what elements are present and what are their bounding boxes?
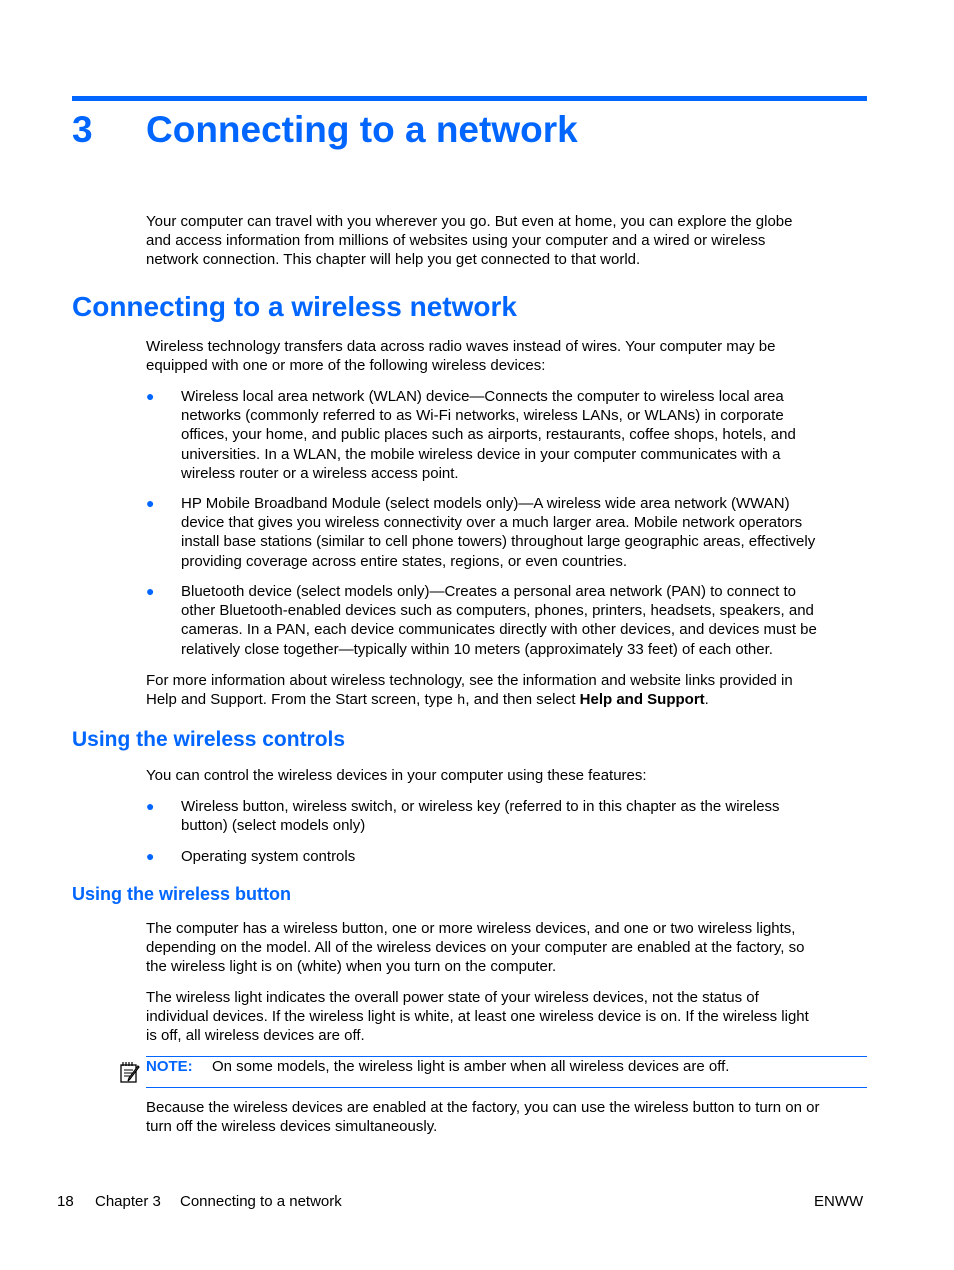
bullet-line: Bluetooth device (select models only)—Creates a personal area network (PAN) to connect to <box>181 583 797 600</box>
bullet-icon: ● <box>146 798 155 814</box>
bullet-line: offices, your home, and public places such as airports, restaurants, coffee shops, hotels, and <box>181 426 796 444</box>
bullet-line: install base stations (similar to cell phone towers) throughout large geographic areas, effectively <box>181 533 816 551</box>
bullet-line: universities. In a WLAN, the mobile wireless device in your computer communicates with a <box>181 445 781 463</box>
bullet-line: Wireless local area network (WLAN) device—Connects the computer to wireless local area <box>181 388 784 405</box>
paragraph-line: individual devices. If the wireless light is white, at least one wireless device is on. If the wireless light <box>146 1008 809 1026</box>
note-text: On some models, the wireless light is amber when all wireless devices are off. <box>212 1058 730 1075</box>
intro-line: Your computer can travel with you wherever you go. But even at home, you can explore the globe <box>146 213 793 230</box>
chapter-number: 3 <box>72 109 93 150</box>
bullet-line: HP Mobile Broadband Module (select models only)—A wireless wide area network (WWAN) <box>181 495 790 512</box>
bullet-icon: ● <box>146 495 155 511</box>
bullet-line: wireless router or a wireless access point. <box>181 464 459 482</box>
bullet-line: relatively close together—typically within 10 meters (approximately 33 feet) of each other. <box>181 640 773 658</box>
bullet-line: other Bluetooth-enabled devices such as computers, phones, printers, headsets, speakers, and <box>181 602 814 620</box>
bullet-line: device that gives you wireless connectivity over a much larger area. Mobile network operators <box>181 514 803 532</box>
bullet-text <box>181 582 868 659</box>
footer-edition: ENWW <box>814 1193 864 1210</box>
bullet-icon: ● <box>146 848 155 864</box>
button-paragraph-1 <box>146 919 868 977</box>
note-label: NOTE: <box>146 1058 193 1075</box>
intro-line: and access information from millions of websites using your computer and a wired or wireless <box>146 232 766 250</box>
footer-chapter-title: Connecting to a network <box>180 1193 342 1210</box>
text-run: . <box>704 691 709 709</box>
bullet-line: Wireless button, wireless switch, or wireless key (referred to in this chapter as the wireless <box>181 798 780 815</box>
footer-chapter-label: Chapter 3 <box>95 1193 161 1210</box>
note-icon <box>118 1060 142 1084</box>
paragraph-line: the wireless light is on (white) when you turn on the computer. <box>146 958 557 976</box>
button-paragraph-3 <box>146 1098 868 1136</box>
bullet-text <box>181 387 868 483</box>
paragraph-line: Because the wireless devices are enabled at the factory, you can use the wireless button to turn on or <box>146 1099 820 1116</box>
paragraph-line: turn off the wireless devices simultaneously. <box>146 1118 438 1136</box>
button-paragraph-2 <box>146 988 868 1046</box>
intro-paragraph <box>146 212 868 270</box>
text-run: Help and Support. From the Start screen, type <box>146 691 457 709</box>
bullet-line: networks (commonly referred to as Wi-Fi networks, wireless LANs, or WLANs) in corporate <box>181 407 784 425</box>
bullet-line: Operating system controls <box>181 848 356 865</box>
controls-intro: You can control the wireless devices in your computer using these features: <box>146 767 647 784</box>
footer-page-number: 18 <box>57 1193 74 1210</box>
heading-wireless-button: Using the wireless button <box>72 884 292 904</box>
heading-wireless-controls: Using the wireless controls <box>72 728 346 751</box>
bullet-line: cameras. In a PAN, each device communicates directly with other devices, and devices must be <box>181 621 817 639</box>
text-run: , and then select <box>465 691 580 709</box>
chapter-rule <box>72 96 867 101</box>
paragraph-line: For more information about wireless technology, see the information and website links provided in <box>146 672 793 689</box>
help-and-support-label: Help and Support <box>579 691 705 709</box>
bullet-icon: ● <box>146 388 155 404</box>
more-info-paragraph <box>146 671 868 711</box>
heading-wireless-network: Connecting to a wireless network <box>72 291 517 322</box>
bullet-line: providing coverage across entire states, regions, or even countries. <box>181 552 628 570</box>
bullet-line: button) (select models only) <box>181 817 366 835</box>
paragraph-line: equipped with one or more of the following wireless devices: <box>146 357 546 375</box>
note-bottom-rule <box>146 1087 867 1088</box>
bullet-text <box>181 797 868 835</box>
paragraph-line: The computer has a wireless button, one or more wireless devices, and one or two wireless lights, <box>146 920 796 937</box>
bullet-text <box>181 494 868 571</box>
code-h: h <box>457 693 466 710</box>
intro-line: network connection. This chapter will help you get connected to that world. <box>146 251 641 269</box>
paragraph-line <box>146 690 868 711</box>
paragraph-line: is off, all wireless devices are off. <box>146 1027 365 1045</box>
bullet-icon: ● <box>146 583 155 599</box>
paragraph-line: The wireless light indicates the overall power state of your wireless devices, not the status of <box>146 989 759 1006</box>
bullet-text <box>181 847 868 866</box>
chapter-title: Connecting to a network <box>146 109 578 150</box>
wireless-intro-paragraph <box>146 337 868 375</box>
paragraph-line: Wireless technology transfers data across radio waves instead of wires. Your computer may be <box>146 338 776 355</box>
paragraph-line: depending on the model. All of the wireless devices on your computer are enabled at the factory, so <box>146 939 805 957</box>
